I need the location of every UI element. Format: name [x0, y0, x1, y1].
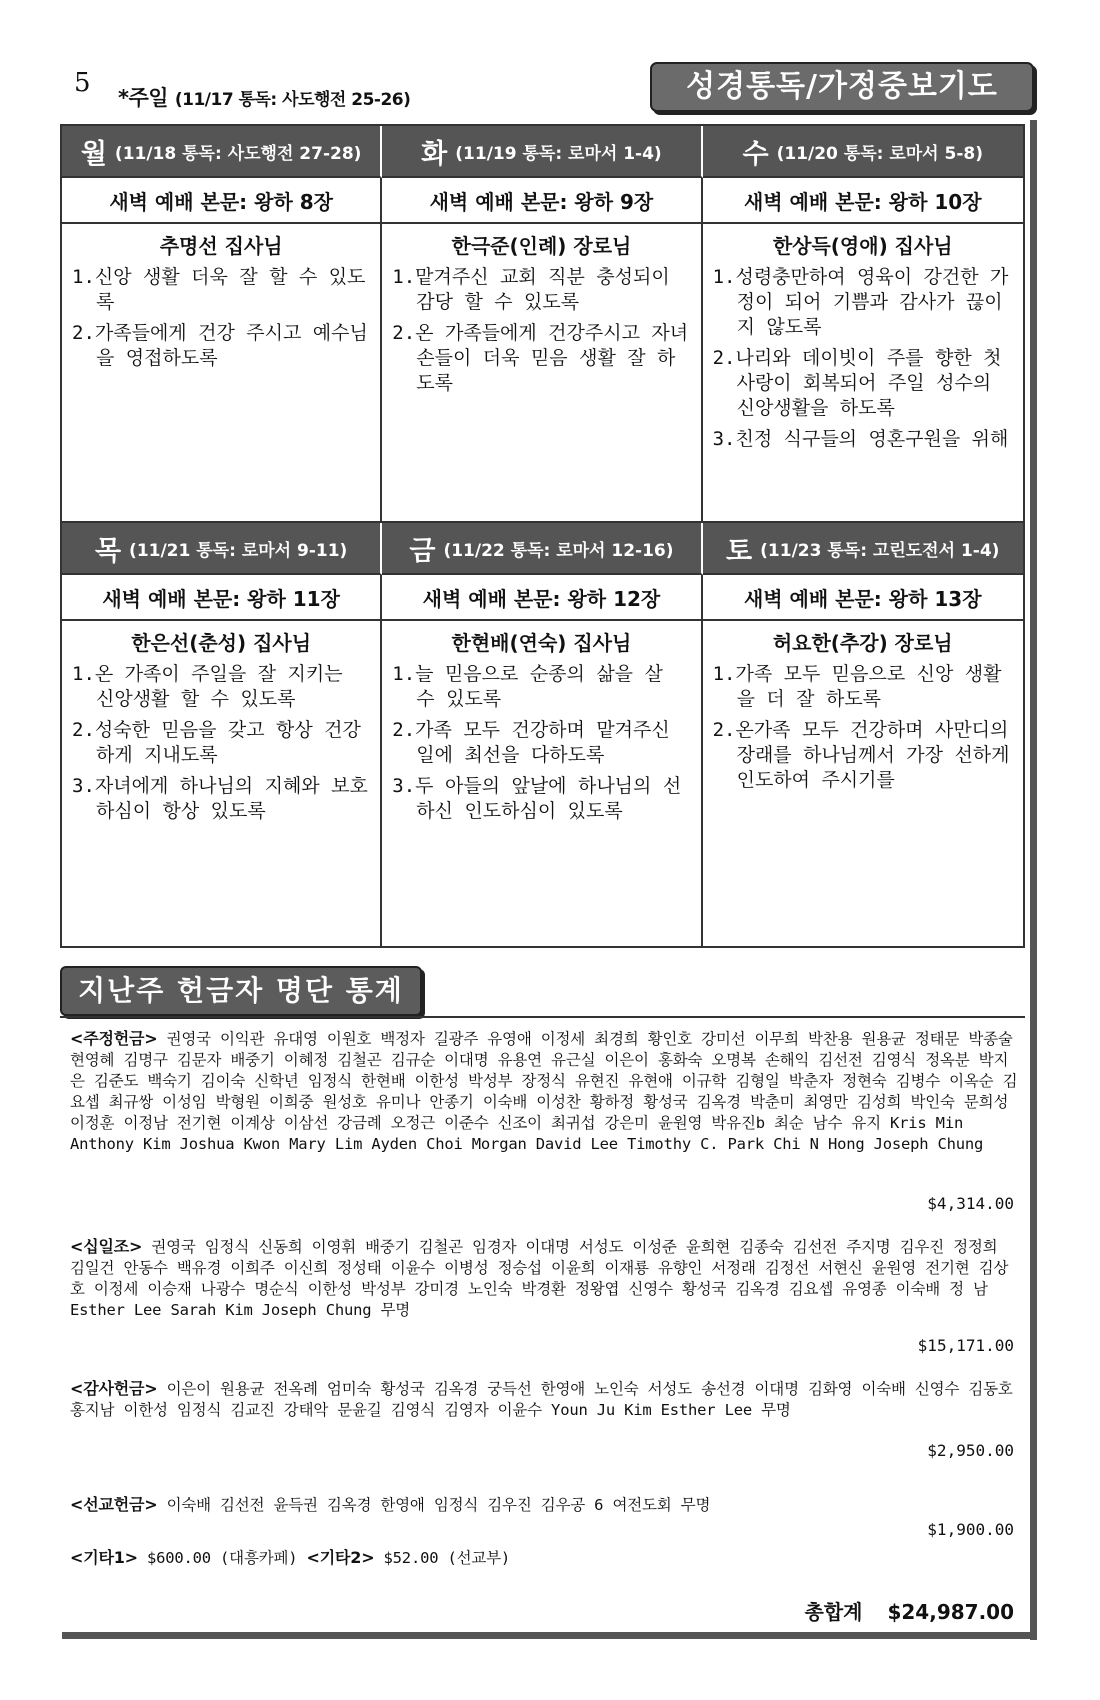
offering-mission	[70, 1494, 1020, 1516]
prayer-cell-mon	[62, 224, 382, 521]
prayer-item: 2.가족 모두 건강하며 맡겨주신 일에 최선을 다하도록	[392, 719, 670, 766]
day-reading: (11/20 통독: 로마서 5-8)	[776, 143, 984, 164]
day-reading: (11/23 통독: 고린도전서 1-4)	[760, 540, 1000, 561]
day-label: 토	[726, 535, 753, 567]
prayer-item: 1.가족 모두 믿음으로 신앙 생활을 더 잘 하도록	[712, 663, 1002, 710]
family-name: 한상득(영애) 집사님	[772, 234, 953, 258]
day-label: 금	[409, 535, 436, 567]
day-label: 수	[742, 138, 769, 170]
offering-amount: $15,171.00	[917, 1336, 1014, 1355]
prayer-item: 2.나리와 데이빗이 주를 향한 첫사랑이 회복되어 주일 성수의 신앙생활을 하도록	[712, 347, 1002, 419]
total-amount: $24,987.00	[887, 1600, 1014, 1624]
grand-total	[805, 1596, 1014, 1625]
frame-shadow	[1030, 120, 1037, 1640]
day-label: 화	[421, 138, 448, 170]
offering-names: 권영국 임정식 신동희 이영휘 배중기 김철곤 임경자 이대명 서성도 이성준 윤희현 김종숙 김선전 주지명 김우진 정정희 김일건 안동수 백유경 이희주 이신희 정성태 이윤수 이병성 정승섭 이윤희 이재룡 유향인 서정래 김정선 서현신 윤원영 전기현 김상호 이정세 이승재 나광수 명순식 이한성 박성부 강미경 노인숙 박경환 정왕엽 신영수 황성국 김옥경 김요셉 유영종 이숙배 정 남 Esther Lee Sarah Kim Joseph Chung 무명	[70, 1238, 1009, 1319]
prayer-item: 2.온 가족들에게 건강주시고 자녀손들이 더욱 믿음 생활 잘 하도록	[392, 322, 689, 394]
offering-label: <기타2>	[306, 1548, 375, 1567]
offering-label: <감사헌금>	[70, 1379, 158, 1398]
divider	[60, 1016, 1025, 1018]
prayer-item: 3.두 아들의 앞날에 하나님의 선하신 인도하심이 있도록	[392, 775, 682, 822]
family-name: 추명선 집사님	[159, 234, 283, 258]
family-name: 한현배(연숙) 집사님	[451, 631, 632, 655]
offering-amount: $4,314.00	[927, 1194, 1014, 1213]
prayer-cell-tue	[382, 224, 702, 521]
day-reading: (11/21 통독: 로마서 9-11)	[129, 540, 348, 561]
day-header-fri	[382, 523, 702, 575]
verse-sat: 새벽 예배 본문: 왕하 13장	[703, 575, 1023, 621]
day-header-mon	[62, 126, 382, 178]
family-name: 한은선(춘성) 집사님	[131, 631, 312, 655]
prayer-item: 1.늘 믿음으로 순종의 삶을 살 수 있도록	[392, 663, 663, 710]
prayer-cell-sat	[703, 621, 1023, 946]
offering-etc	[70, 1547, 1020, 1569]
prayer-item: 2.온가족 모두 건강하며 사만디의 장래를 하나님께서 가장 선하게 인도하여 주시기를	[712, 719, 1010, 791]
verse-mon: 새벽 예배 본문: 왕하 8장	[62, 178, 382, 224]
frame-shadow	[62, 1632, 1037, 1639]
family-name: 허요한(추강) 장로님	[772, 631, 953, 655]
offering-tithe	[70, 1028, 1020, 1155]
offering-amount: $1,900.00	[927, 1520, 1014, 1539]
verse-thu: 새벽 예배 본문: 왕하 11장	[62, 575, 382, 621]
offering-label: <십일조>	[70, 1237, 143, 1256]
day-reading: (11/18 통독: 사도행전 27-28)	[114, 143, 362, 164]
grid-header-row	[62, 521, 1023, 575]
prayer-cell-thu	[62, 621, 382, 946]
day-header-wed	[703, 126, 1023, 178]
prayer-grid	[60, 124, 1025, 948]
offering-label: <주정헌금>	[70, 1029, 158, 1048]
family-name: 한극준(인례) 장로님	[451, 234, 632, 258]
prayer-item: 3.자녀에게 하나님의 지혜와 보호하심이 항상 있도록	[72, 775, 368, 822]
verse-row	[62, 178, 1023, 224]
verse-wed: 새벽 예배 본문: 왕하 10장	[703, 178, 1023, 224]
total-label: 총합계	[804, 1600, 863, 1624]
prayer-item: 1.맡겨주신 교회 직분 충성되이 감당 할 수 있도록	[392, 266, 670, 313]
grid-header-row	[62, 126, 1023, 178]
prayer-cell-fri	[382, 621, 702, 946]
offering-names: 권영국 이익관 유대영 이원호 백정자 길광주 유영애 이정세 최경희 황인호 강미선 이무희 박찬용 원용균 정태문 박종술 현영혜 김명구 김문자 배중기 이혜정 김철곤 김규순 이대명 유용연 유근실 이은이 홍화숙 오명복 손해익 김선전 김영식 정옥분 박지은 김준도 백숙기 김이숙 신학년 임정식 한현배 이한성 박성부 장정식 유현진 유현애 이규학 김형일 박춘자 정현숙 김병수 이옥순 김요셉 최규쌍 이성임 박형원 이희중 원성호 유미나 안종기 이숙배 이성찬 황하정 황성국 김옥경 박춘미 최영만 김성희 박인숙 문희성 이정훈 이정남 전기현 이계상 이삼선 강금례 오정근 이준수 신조이 최귀섭 강은미 윤원영 박유진b 최순 남수 유지 Kris Min Anthony Kim Joshua Kwon Mary Lim Ayden Choi Morgan David Lee Timothy C. Park Chi N Hong Joseph Chung	[70, 1030, 1018, 1153]
day-label: 월	[80, 138, 107, 170]
offering-tenth	[70, 1236, 1020, 1321]
section-title: 성경통독/가정중보기도	[650, 62, 1034, 112]
offering-label: <선교헌금>	[70, 1495, 158, 1514]
offering-thanks	[70, 1378, 1020, 1421]
prayer-item: 1.온 가족이 주일을 잘 지키는 신앙생활 할 수 있도록	[72, 663, 343, 710]
prayer-item: 2.가족들에게 건강 주시고 예수님을 영접하도록	[72, 322, 368, 369]
sunday-label: *주일	[118, 86, 169, 110]
day-label: 목	[94, 535, 122, 567]
verse-row	[62, 575, 1023, 621]
offering-text: $600.00 (대흥카페)	[147, 1549, 307, 1567]
prayer-item: 1.성령충만하여 영육이 강건한 가정이 되어 기쁨과 감사가 끊이지 않도록	[712, 266, 1009, 338]
prayer-item: 2.성숙한 믿음을 갖고 항상 건강하게 지내도록	[72, 719, 361, 766]
prayer-row	[62, 621, 1023, 946]
offering-amount: $2,950.00	[927, 1441, 1014, 1460]
sunday-reading	[118, 82, 410, 112]
offering-text: $52.00 (선교부)	[383, 1549, 511, 1567]
offering-names: 이은이 원용균 전옥례 엄미숙 황성국 김옥경 궁득선 한영애 노인숙 서성도 송선경 이대명 김화영 이숙배 신영수 김동호 홍지남 이한성 임정식 김교진 강태악 문윤길 김영식 김영자 이윤수 Youn Ju Kim Esther Lee 무명	[70, 1380, 1013, 1419]
verse-tue: 새벽 예배 본문: 왕하 9장	[382, 178, 702, 224]
day-header-sat	[703, 523, 1023, 575]
offering-stats-title: 지난주 헌금자 명단 통계	[60, 966, 422, 1016]
offering-names: 이숙배 김선전 윤득권 김옥경 한영애 임정식 김우진 김우공 6 여전도회 무명	[166, 1496, 711, 1514]
prayer-row	[62, 224, 1023, 521]
day-header-tue	[382, 126, 702, 178]
page-number: 5	[74, 68, 91, 98]
prayer-item: 3.친정 식구들의 영혼구원을 위해	[712, 428, 1009, 450]
verse-fri: 새벽 예배 본문: 왕하 12장	[382, 575, 702, 621]
day-header-thu	[62, 523, 382, 575]
sunday-reading-text: (11/17 통독: 사도행전 25-26)	[174, 90, 411, 110]
offering-label: <기타1>	[70, 1548, 138, 1567]
day-reading: (11/19 통독: 로마서 1-4)	[455, 143, 662, 164]
prayer-cell-wed	[703, 224, 1023, 521]
day-reading: (11/22 통독: 로마서 12-16)	[443, 540, 674, 561]
prayer-item: 1.신앙 생활 더욱 잘 할 수 있도록	[72, 266, 366, 313]
